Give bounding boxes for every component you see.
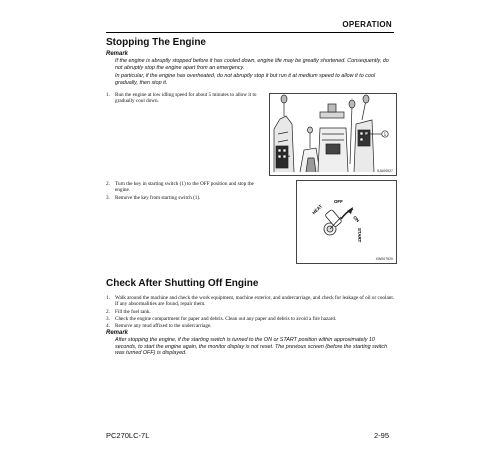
step-number: 3. bbox=[106, 316, 110, 322]
start-label: START bbox=[357, 228, 362, 243]
operator-controls-figure bbox=[269, 93, 397, 176]
step-text: Remove the key from starting switch (1). bbox=[115, 195, 201, 201]
stopping-engine-heading: Stopping The Engine bbox=[106, 37, 206, 48]
check-remark-label: Remark bbox=[106, 330, 129, 336]
heat-label: HEAT bbox=[311, 203, 324, 216]
section-title: OPERATION bbox=[342, 20, 392, 29]
figure-code: XW007520 bbox=[375, 257, 393, 261]
step-text: Turn the key in starting switch (1) to the OFF position and stop the engine. bbox=[115, 181, 254, 194]
step-number: 1. bbox=[106, 295, 110, 301]
footer-model: PC270LC-7L bbox=[106, 431, 150, 440]
remark-paragraph-2: In particular, if the engine has overheated, do not abruptly stop it but run it at medium speed to allow it to cool gradually, then stop it. bbox=[115, 73, 376, 86]
check-step-1 bbox=[106, 295, 396, 308]
step-text: Fill the fuel tank. bbox=[115, 309, 151, 315]
check-remark-text: After stopping the engine, if the starting switch is turned to the ON or START position within approximately 10 seconds, to start the engine again, the monitor display is not reset. The previous screen (before the starting switch was turned OFF) is displayed. bbox=[115, 337, 388, 357]
stop-step-3 bbox=[106, 195, 266, 201]
check-step-2 bbox=[106, 309, 396, 315]
remark-label: Remark bbox=[106, 51, 129, 57]
starting-switch-figure bbox=[296, 180, 397, 264]
check-after-shutoff-heading: Check After Shutting Off Engine bbox=[106, 278, 259, 289]
stop-step-1 bbox=[106, 92, 266, 105]
check-step-4 bbox=[106, 323, 396, 329]
on-label: ON bbox=[352, 214, 361, 224]
step-number: 1. bbox=[106, 92, 110, 98]
starting-switch-illustration bbox=[297, 181, 396, 263]
remark-paragraph-1: If the engine is abruptly stopped before it has cooled down, engine life may be greatly shortened. Consequently, do not abruptly stop the engine apart from an emergency. bbox=[115, 58, 389, 71]
rotation-arc-icon bbox=[341, 209, 353, 219]
stop-step-2 bbox=[106, 181, 266, 194]
step-number: 4. bbox=[106, 323, 110, 329]
step-text: Run the engine at low idling speed for about 5 minutes to allow it to gradually cool down. bbox=[115, 92, 257, 105]
check-step-3 bbox=[106, 316, 396, 322]
operator-controls-illustration bbox=[270, 94, 396, 175]
step-number: 2. bbox=[106, 309, 110, 315]
step-text: Walk around the machine and check the work equipment, machine exterior, and undercarriage, and check for leakage of oil or coolant. If any abnormalities are found, repair them. bbox=[115, 295, 395, 308]
footer-page-number: 2-95 bbox=[374, 431, 390, 440]
figure-code: SJA00527 bbox=[376, 169, 393, 173]
callout-number: 1 bbox=[383, 131, 387, 137]
step-text: Remove any mud affixed to the undercarriage. bbox=[115, 323, 212, 329]
section-header bbox=[106, 20, 394, 33]
step-number: 3. bbox=[106, 195, 110, 201]
step-number: 2. bbox=[106, 181, 110, 187]
off-label: OFF bbox=[334, 199, 343, 204]
step-text: Check the engine compartment for paper and debris. Clean out any paper and debris to avoid a fire hazard. bbox=[115, 316, 337, 322]
